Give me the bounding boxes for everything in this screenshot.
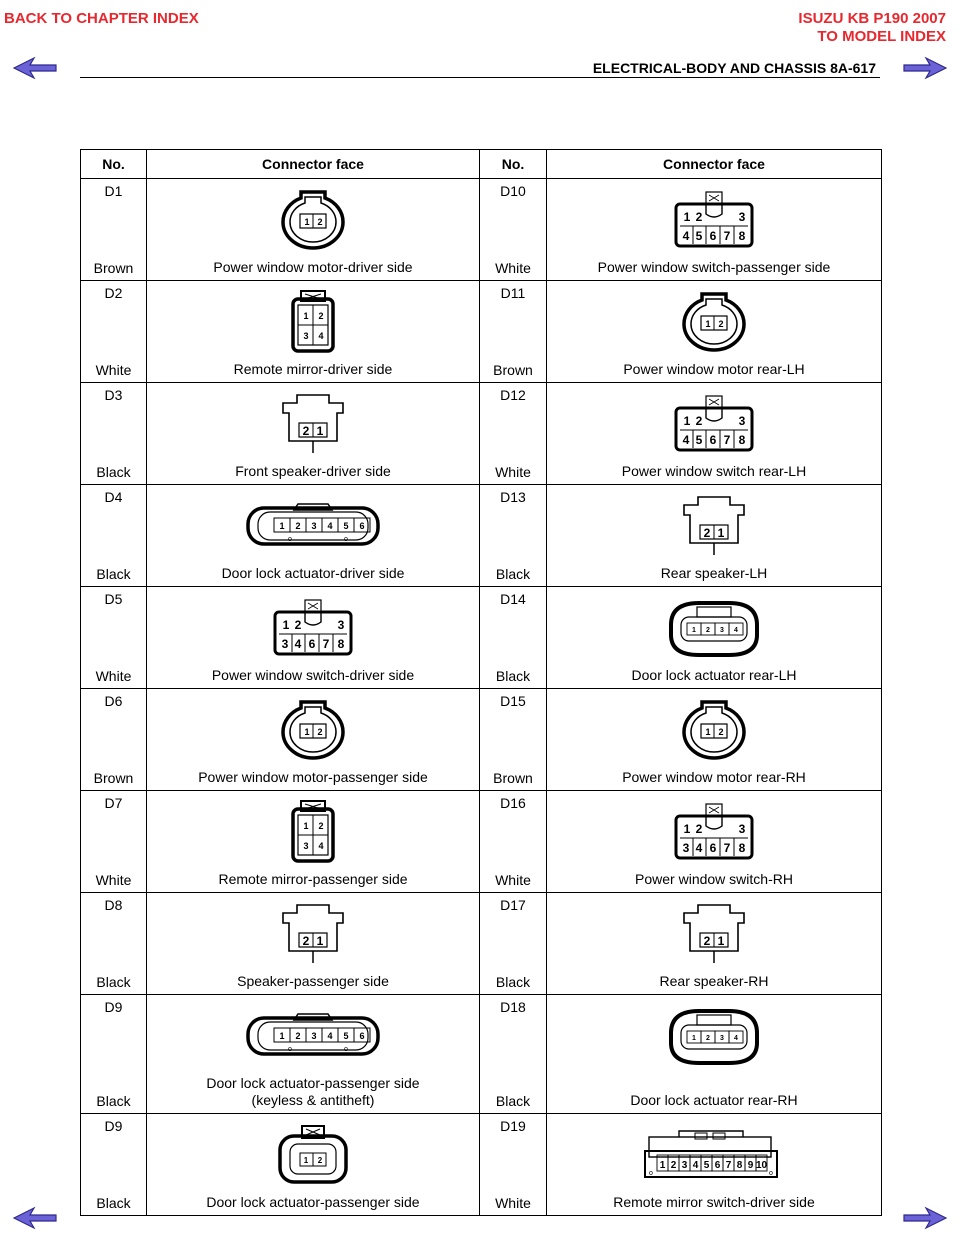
pin-label: 3: [738, 822, 746, 836]
pin-label: 7: [725, 1160, 732, 1171]
connector-description: Power window switch-passenger side: [597, 259, 831, 275]
pin-label: 1: [279, 1031, 285, 1041]
connector-id: D12: [500, 387, 526, 403]
pin-label: 4: [318, 841, 324, 851]
connector-caption: [147, 973, 479, 990]
pin-label: 1: [304, 217, 310, 227]
connector-face-cell: [547, 1114, 882, 1216]
connector-face-cell: [547, 893, 882, 995]
connector-caption: [547, 565, 881, 582]
connector-id: D1: [104, 183, 123, 199]
connector-2pin-speaker-icon: [273, 391, 353, 457]
pin-label: 3: [720, 627, 724, 634]
pin-label: 2: [302, 934, 310, 948]
connector-face-diagram: [147, 595, 479, 661]
connector-number-cell: [81, 893, 147, 995]
connector-face-cell: [147, 485, 480, 587]
pin-label: 5: [695, 229, 703, 243]
table-row: [81, 893, 882, 995]
pin-label: 1: [683, 414, 691, 428]
connector-description: Door lock actuator-passenger side: [206, 1075, 420, 1091]
connector-face-cell: [147, 995, 480, 1114]
table-row: [81, 587, 882, 689]
connector-description: Door lock actuator-passenger side: [206, 1194, 420, 1210]
connector-face-diagram: [547, 187, 881, 253]
connector-description: Door lock actuator-driver side: [221, 565, 405, 581]
connector-2pin-lock-icon: [268, 1122, 358, 1188]
pin-label: 2: [302, 424, 310, 438]
connector-2pin-motor-icon: [263, 188, 363, 252]
connector-face-cell: [147, 179, 480, 281]
connector-8pin-switch-icon: [672, 394, 756, 454]
connector-10pin-switch-icon: [639, 1125, 789, 1185]
connector-description: Remote mirror-driver side: [233, 361, 393, 377]
connector-face-cell: [547, 485, 882, 587]
connector-description: Remote mirror-passenger side: [218, 871, 408, 887]
connector-face-cell: [547, 281, 882, 383]
pin-label: 2: [317, 1156, 323, 1165]
pin-label: 2: [295, 1031, 301, 1041]
pin-label: 2: [318, 821, 324, 831]
connector-face-cell: [547, 995, 882, 1114]
pin-label: 1: [683, 210, 691, 224]
connector-face-cell: [547, 383, 882, 485]
connector-face-diagram: [547, 1122, 881, 1188]
pin-label: 3: [303, 841, 309, 851]
page-title: ELECTRICAL-BODY AND CHASSIS 8A-617: [592, 60, 876, 76]
prev-page-arrow-icon-bottom[interactable]: [12, 1206, 58, 1230]
pin-label: 6: [359, 521, 365, 531]
pin-label: 1: [303, 1156, 309, 1165]
connector-2pin-motor-icon: [664, 698, 764, 762]
connector-number-cell: [480, 791, 547, 893]
connector-face-cell: [147, 383, 480, 485]
connector-face-diagram: [547, 1003, 881, 1069]
pin-label: 8: [736, 1160, 743, 1171]
connector-caption: [547, 361, 881, 378]
connector-8pin-switch-icon: [672, 802, 756, 862]
prev-page-arrow-icon[interactable]: [12, 56, 58, 80]
connector-color: White: [95, 362, 132, 378]
connector-id: D5: [104, 591, 123, 607]
connector-caption: [547, 259, 881, 276]
connector-color: Black: [495, 566, 531, 582]
svg-text:o: o: [769, 1170, 773, 1177]
connector-number-cell: [81, 485, 147, 587]
connector-color: Black: [495, 1093, 531, 1109]
pin-label: 8: [738, 229, 746, 243]
col-no-left: No.: [81, 150, 147, 179]
connector-face-cell: [547, 179, 882, 281]
connector-face-diagram: [147, 901, 479, 967]
pin-label: 1: [705, 319, 711, 329]
pin-label: 4: [692, 1160, 699, 1171]
pin-label: 4: [682, 433, 690, 447]
pin-label: 2: [294, 618, 302, 632]
connector-id: D9: [104, 1118, 123, 1134]
connector-id: D13: [500, 489, 526, 505]
connector-id: D9: [104, 999, 123, 1015]
col-face-left: Connector face: [147, 150, 480, 179]
connector-caption: [147, 769, 479, 786]
pin-label: 2: [695, 414, 703, 428]
pin-label: 2: [703, 526, 711, 540]
connector-description: Rear speaker-RH: [659, 973, 769, 989]
connector-description: Speaker-passenger side: [237, 973, 389, 989]
connector-description: Power window motor-driver side: [213, 259, 413, 275]
model-index-link[interactable]: [798, 10, 946, 46]
connector-face-cell: [147, 587, 480, 689]
col-no-right: No.: [480, 150, 547, 179]
next-page-arrow-icon[interactable]: [902, 56, 948, 80]
connector-face-cell: [147, 1114, 480, 1216]
table-row: [81, 791, 882, 893]
connector-color: White: [495, 260, 531, 276]
connector-caption: [547, 667, 881, 684]
pin-label: 1: [717, 526, 725, 540]
connector-face-diagram: [547, 595, 881, 661]
back-to-chapter-index-link[interactable]: BACK TO CHAPTER INDEX: [4, 10, 199, 27]
connector-number-cell: [480, 995, 547, 1114]
connector-number-cell: [81, 587, 147, 689]
connector-face-cell: [147, 791, 480, 893]
pin-label: 4: [734, 1035, 738, 1042]
pin-label: 1: [705, 727, 711, 737]
connector-face-diagram: [147, 289, 479, 355]
connector-caption: [547, 1194, 881, 1211]
connector-description: Power window switch-driver side: [211, 667, 415, 683]
connector-color: Black: [96, 566, 131, 582]
connector-4pin-mirror-icon: [283, 289, 343, 355]
connector-caption: [147, 871, 479, 888]
connector-color: Black: [495, 974, 531, 990]
pin-label: 4: [695, 841, 703, 855]
connector-color: Black: [96, 464, 131, 480]
connector-id: D17: [500, 897, 526, 913]
pin-label: 1: [316, 934, 324, 948]
pin-label: 1: [279, 521, 285, 531]
table-row: [81, 689, 882, 791]
connector-number-cell: [81, 179, 147, 281]
connector-number-cell: [81, 383, 147, 485]
connector-description: Front speaker-driver side: [235, 463, 391, 479]
connector-caption: [147, 259, 479, 276]
pin-label: 3: [682, 841, 690, 855]
pin-label: 3: [303, 331, 309, 341]
pin-label: 2: [318, 311, 324, 321]
table-row: [81, 179, 882, 281]
pin-label: 2: [703, 934, 711, 948]
pin-label: 2: [670, 1160, 677, 1171]
table-row: [81, 485, 882, 587]
connector-number-cell: [480, 587, 547, 689]
pin-label: 9: [747, 1160, 754, 1171]
connector-color: Brown: [493, 770, 533, 786]
pin-label: 5: [343, 521, 349, 531]
pin-label: 2: [317, 217, 323, 227]
connector-2pin-speaker-icon: [273, 901, 353, 967]
pin-label: 1: [717, 934, 725, 948]
connector-8pin-switch-icon: [672, 190, 756, 250]
connector-4pin-lock-icon: [659, 1003, 769, 1069]
connector-id: D14: [500, 591, 526, 607]
connector-4pin-mirror-icon: [283, 799, 343, 865]
connector-2pin-motor-icon: [263, 698, 363, 762]
connector-number-cell: [480, 383, 547, 485]
connector-number-cell: [480, 689, 547, 791]
connector-caption: [147, 1075, 479, 1109]
connector-face-cell: [547, 791, 882, 893]
pin-label: 6: [714, 1160, 721, 1171]
connector-face-diagram: [147, 1122, 479, 1188]
connector-description: Power window switch-RH: [635, 871, 793, 887]
connector-8pin-switch-icon: [271, 598, 355, 658]
connector-number-cell: [81, 791, 147, 893]
pin-label: 8: [738, 433, 746, 447]
connector-face-cell: [147, 893, 480, 995]
connector-color: White: [95, 872, 132, 888]
table-row: [81, 995, 882, 1114]
next-page-arrow-icon-bottom[interactable]: [902, 1206, 948, 1230]
pin-label: 4: [327, 521, 333, 531]
pin-label: 3: [681, 1160, 688, 1171]
pin-label: 6: [709, 433, 717, 447]
pin-label: 7: [723, 229, 731, 243]
connector-6pin-lock-icon: [238, 496, 388, 556]
connector-caption: [147, 1194, 479, 1211]
pin-label: 1: [692, 1035, 696, 1042]
svg-text:o: o: [288, 536, 292, 543]
col-face-right: Connector face: [547, 150, 882, 179]
connector-id: D7: [104, 795, 123, 811]
to-model-index[interactable]: TO MODEL INDEX: [817, 28, 946, 45]
pin-label: 2: [317, 727, 323, 737]
connector-face-cell: [547, 689, 882, 791]
pin-label: 3: [311, 1031, 317, 1041]
pin-label: 1: [304, 727, 310, 737]
pin-label: 2: [706, 627, 710, 634]
connector-description: Remote mirror switch-driver side: [613, 1194, 815, 1210]
svg-text:o: o: [288, 1046, 292, 1053]
connector-id: D8: [104, 897, 123, 913]
connector-id: D15: [500, 693, 526, 709]
pin-label: 4: [294, 637, 302, 651]
connector-caption: [147, 463, 479, 480]
connector-description: Power window switch rear-LH: [621, 463, 807, 479]
connector-2pin-motor-icon: [664, 290, 764, 354]
connector-face-diagram: [547, 289, 881, 355]
pin-label: 1: [683, 822, 691, 836]
connector-description: Power window motor rear-LH: [623, 361, 805, 377]
connector-caption: [547, 769, 881, 786]
pin-label: 3: [337, 618, 345, 632]
connector-color: White: [95, 668, 132, 684]
pin-label: 8: [738, 841, 746, 855]
connector-color: Brown: [93, 770, 134, 786]
pin-label: 3: [738, 414, 746, 428]
pin-label: 5: [343, 1031, 349, 1041]
connector-caption: [147, 565, 479, 582]
connector-face-diagram: [547, 391, 881, 457]
model-title[interactable]: ISUZU KB P190 2007: [798, 10, 946, 27]
pin-label: 1: [316, 424, 324, 438]
connector-id: D10: [500, 183, 526, 199]
svg-text:o: o: [649, 1170, 653, 1177]
connector-color: White: [495, 1195, 531, 1211]
connector-caption: [547, 871, 881, 888]
connector-color: Black: [96, 974, 131, 990]
connector-face-cell: [147, 689, 480, 791]
connector-2pin-speaker-icon: [674, 493, 754, 559]
pin-label: 10: [755, 1160, 768, 1171]
pin-label: 6: [308, 637, 316, 651]
connector-id: D4: [104, 489, 123, 505]
connector-number-cell: [480, 893, 547, 995]
connector-description: Rear speaker-LH: [660, 565, 768, 581]
table-header-row: [81, 150, 882, 179]
connector-2pin-speaker-icon: [674, 901, 754, 967]
connector-color: Brown: [93, 260, 134, 276]
pin-label: 1: [303, 821, 309, 831]
connector-color: Brown: [493, 362, 533, 378]
pin-label: 4: [734, 627, 738, 634]
connector-id: D16: [500, 795, 526, 811]
table-row: [81, 383, 882, 485]
pin-label: 2: [295, 521, 301, 531]
connector-face-diagram: [147, 391, 479, 457]
connector-color: Black: [96, 1195, 131, 1211]
svg-text:o: o: [344, 1046, 348, 1053]
pin-label: 2: [695, 210, 703, 224]
table-row: [81, 1114, 882, 1216]
pin-label: 6: [359, 1031, 365, 1041]
pin-label: 7: [322, 637, 330, 651]
connector-description: Door lock actuator rear-LH: [631, 667, 797, 683]
pin-label: 3: [281, 637, 289, 651]
connector-caption: [147, 361, 479, 378]
pin-label: 3: [720, 1035, 724, 1042]
connector-caption: [547, 1092, 881, 1109]
connector-face-diagram: [547, 799, 881, 865]
pin-label: 7: [723, 433, 731, 447]
connector-face-diagram: [147, 1003, 479, 1069]
connector-number-cell: [81, 995, 147, 1114]
connector-face-diagram: [547, 493, 881, 559]
pin-label: 2: [695, 822, 703, 836]
connector-id: D2: [104, 285, 123, 301]
connector-color: Black: [96, 1093, 131, 1109]
connector-number-cell: [480, 485, 547, 587]
connector-number-cell: [480, 281, 547, 383]
pin-label: 3: [738, 210, 746, 224]
pin-label: 1: [692, 627, 696, 634]
connector-face-diagram: [547, 901, 881, 967]
connector-caption: [547, 463, 881, 480]
connector-4pin-lock-icon: [659, 595, 769, 661]
table-row: [81, 281, 882, 383]
connector-number-cell: [480, 1114, 547, 1216]
connector-color: Black: [495, 668, 531, 684]
pin-label: 2: [718, 319, 724, 329]
connector-id: D6: [104, 693, 123, 709]
pin-label: 2: [706, 1035, 710, 1042]
pin-label: 5: [703, 1160, 710, 1171]
header-divider: [80, 77, 880, 78]
connector-number-cell: [480, 179, 547, 281]
connector-description-note: (keyless & antitheft): [251, 1092, 375, 1108]
connector-number-cell: [81, 689, 147, 791]
pin-label: 2: [718, 727, 724, 737]
connector-color: White: [495, 872, 531, 888]
connector-face-cell: [147, 281, 480, 383]
connector-table: [80, 149, 882, 1216]
pin-label: 4: [682, 229, 690, 243]
connector-face-diagram: [147, 697, 479, 763]
connector-face-diagram: [147, 493, 479, 559]
connector-face-diagram: [147, 799, 479, 865]
connector-color: White: [495, 464, 531, 480]
pin-label: 5: [695, 433, 703, 447]
pin-label: 3: [311, 521, 317, 531]
pin-label: 1: [303, 311, 309, 321]
connector-id: D19: [500, 1118, 526, 1134]
connector-number-cell: [81, 1114, 147, 1216]
connector-caption: [547, 973, 881, 990]
connector-id: D11: [500, 285, 526, 301]
connector-face-diagram: [547, 697, 881, 763]
pin-label: 7: [723, 841, 731, 855]
pin-label: 8: [337, 637, 345, 651]
pin-label: 4: [327, 1031, 333, 1041]
connector-6pin-lock-icon: [238, 1006, 388, 1066]
pin-label: 6: [709, 841, 717, 855]
pin-label: 1: [659, 1160, 666, 1171]
connector-face-diagram: [147, 187, 479, 253]
connector-caption: [147, 667, 479, 684]
pin-label: 6: [709, 229, 717, 243]
pin-label: 4: [318, 331, 324, 341]
connector-id: D3: [104, 387, 123, 403]
connector-id: D18: [500, 999, 526, 1015]
connector-description: Power window motor rear-RH: [622, 769, 806, 785]
connector-face-cell: [547, 587, 882, 689]
connector-description: Power window motor-passenger side: [198, 769, 428, 785]
svg-text:o: o: [344, 536, 348, 543]
connector-description: Door lock actuator rear-RH: [630, 1092, 798, 1108]
connector-number-cell: [81, 281, 147, 383]
pin-label: 1: [282, 618, 290, 632]
